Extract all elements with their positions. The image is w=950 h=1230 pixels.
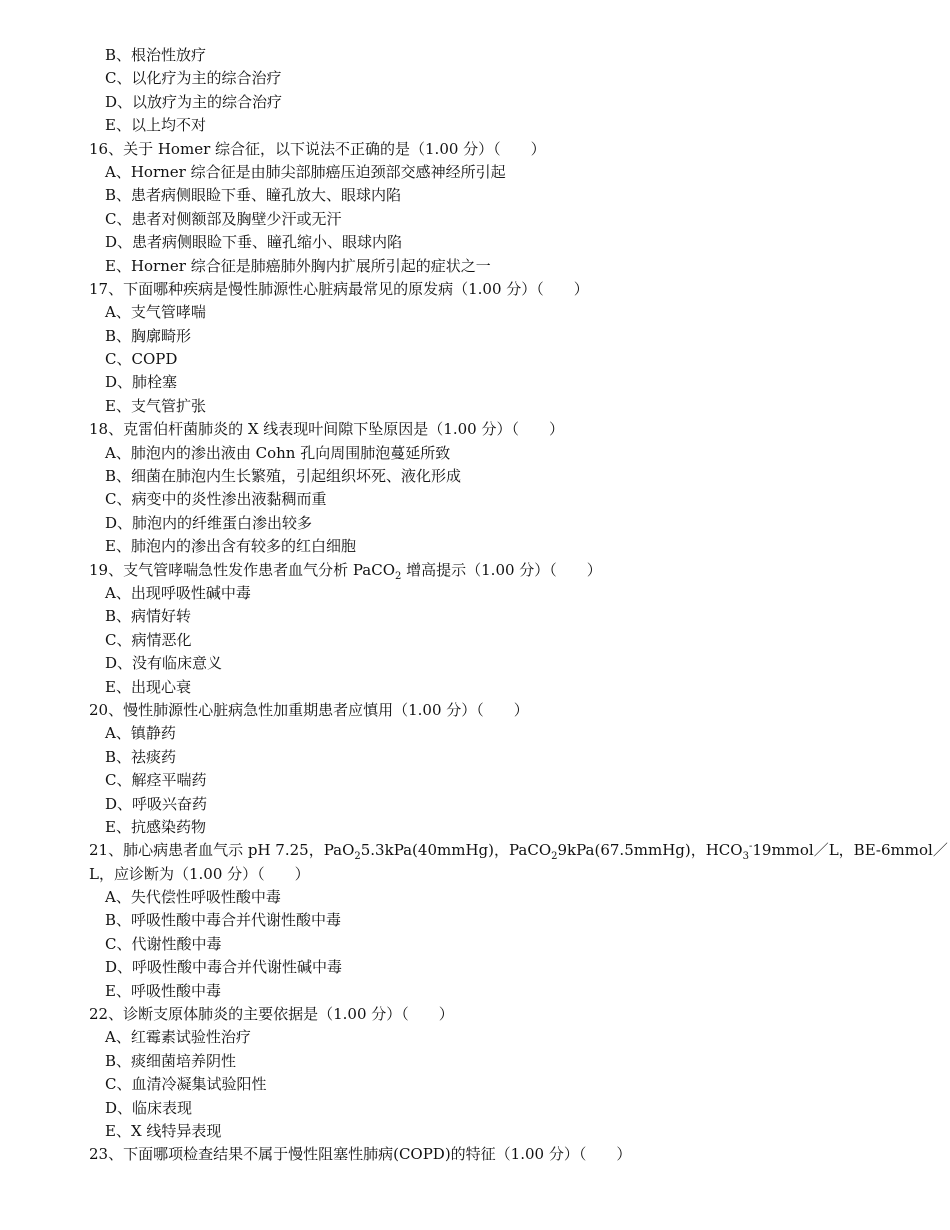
q21-option-b: B、呼吸性酸中毒合并代谢性酸中毒 [105,911,342,930]
q16-option-e: E、Horner 综合征是肺癌肺外胸内扩展所引起的症状之一 [105,256,491,275]
q19-subscript: 2 [395,570,402,582]
question-16: 16、关于 Homer 综合征，以下说法不正确的是（1.00 分）（ ） [89,139,546,158]
q18-option-d: D、肺泡内的纤维蛋白渗出较多 [105,513,313,532]
q18-option-a: A、肺泡内的渗出液由 Cohn 孔向周围肺泡蔓延所致 [105,443,451,462]
q18-option-c: C、病变中的炎性渗出液黏稠而重 [105,490,327,509]
q20-option-c: C、解痉平喘药 [105,771,207,790]
q22-option-d: D、临床表现 [105,1098,193,1117]
q21-option-e: E、呼吸性酸中毒 [105,981,221,1000]
q21-part-2: 5.3kPa(40mmHg)，PaCO [360,841,552,860]
q19-text-a: 19、支气管哮喘急性发作患者血气分析 PaCO [89,560,395,579]
question-20: 20、慢性肺源性心脏病急性加重期患者应慎用（1.00 分）（ ） [89,700,529,719]
q21-part-1: 21、肺心病患者血气示 pH 7.25，PaO [89,841,355,860]
question-19 [0,559,950,582]
prev-option-e: E、以上均不对 [105,116,206,135]
q22-option-b: B、痰细菌培养阴性 [105,1051,237,1070]
q16-option-d: D、患者病侧眼睑下垂、瞳孔缩小、眼球内陷 [105,233,403,252]
question-23: 23、下面哪项检查结果不属于慢性阻塞性肺病(COPD)的特征（1.00 分）（ ） [89,1145,632,1164]
exam-page [0,44,950,1167]
q20-option-b: B、祛痰药 [105,747,177,766]
q21-option-c: C、代谢性酸中毒 [105,934,222,953]
question-21-continuation: L，应诊断为（1.00 分）（ ） [89,864,310,883]
q22-option-a: A、红霉素试验性治疗 [105,1028,251,1047]
q21-part-4: 19mmol／L，BE-6mmol／ [752,841,948,860]
q21-sub-1: 2 [354,851,361,863]
q16-option-b: B、患者病侧眼睑下垂、瞳孔放大、眼球内陷 [105,186,402,205]
q20-option-e: E、抗感染药物 [105,817,206,836]
question-22: 22、诊断支原体肺炎的主要依据是（1.00 分）（ ） [89,1005,454,1024]
q21-sub-2: 2 [551,851,558,863]
q19-option-c: C、病情恶化 [105,630,192,649]
q17-option-c: C、COPD [105,350,178,369]
q22-option-e: E、X 线特异表现 [105,1121,222,1140]
question-17: 17、下面哪种疾病是慢性肺源性心脏病最常见的原发病（1.00 分）（ ） [89,279,589,298]
question-18: 18、克雷伯杆菌肺炎的 X 线表现叶间隙下坠原因是（1.00 分）（ ） [89,420,564,439]
q20-option-a: A、镇静药 [105,724,176,743]
q21-option-a: A、失代偿性呼吸性酸中毒 [105,888,281,907]
q19-option-a: A、出现呼吸性碱中毒 [105,583,251,602]
q17-option-e: E、支气管扩张 [105,396,206,415]
q21-sub-3: 3 [742,851,749,863]
q16-option-a: A、Horner 综合征是由肺尖部肺癌压迫颈部交感神经所引起 [105,162,506,181]
q21-part-3: 9kPa(67.5mmHg)，HCO [557,841,743,860]
q19-text-b: 增高提示（1.00 分）（ ） [401,560,602,579]
q17-option-b: B、胸廓畸形 [105,326,192,345]
q17-option-a: A、支气管哮喘 [105,303,206,322]
q16-option-c: C、患者对侧额部及胸壁少汗或无汗 [105,209,342,228]
q17-option-d: D、肺栓塞 [105,373,178,392]
q19-option-d: D、没有临床意义 [105,654,223,673]
question-21 [0,839,950,862]
prev-option-c: C、以化疗为主的综合治疗 [105,69,282,88]
q22-option-c: C、血清冷凝集试验阳性 [105,1075,267,1094]
q18-option-b: B、细菌在肺泡内生长繁殖，引起组织坏死、液化形成 [105,467,462,486]
prev-option-d: D、以放疗为主的综合治疗 [105,92,283,111]
q20-option-d: D、呼吸兴奋药 [105,794,208,813]
q19-option-e: E、出现心衰 [105,677,191,696]
q19-option-b: B、病情好转 [105,607,192,626]
prev-option-b: B、根治性放疗 [105,46,207,64]
q21-option-d: D、呼吸性酸中毒合并代谢性碱中毒 [105,958,343,977]
q18-option-e: E、肺泡内的渗出含有较多的红白细胞 [105,537,356,556]
q21-superscript: - [748,841,753,853]
